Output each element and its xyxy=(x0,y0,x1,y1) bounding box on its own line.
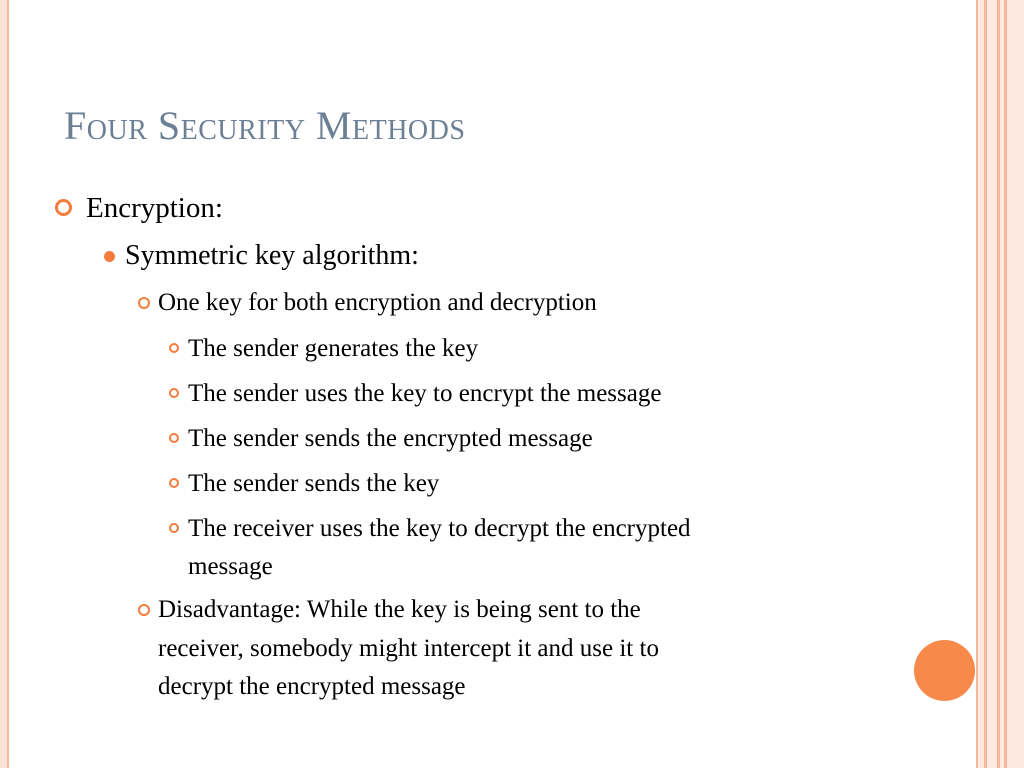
ring-bullet-icon xyxy=(55,199,72,216)
ring-bullet-icon xyxy=(169,343,179,353)
bullet-disadvantage-line3: decrypt the encrypted message xyxy=(158,673,466,700)
bullet-one-key: One key for both encryption and decryption xyxy=(158,289,597,316)
ring-bullet-icon xyxy=(169,523,179,533)
step-sends-key: The sender sends the key xyxy=(188,470,440,497)
decorative-circle xyxy=(914,640,975,701)
bullet-encryption: Encryption: xyxy=(86,192,223,224)
ring-bullet-icon xyxy=(169,433,179,443)
bullet-symmetric-key: Symmetric key algorithm: xyxy=(125,240,419,271)
step-encrypts-message: The sender uses the key to encrypt the message xyxy=(188,380,662,407)
step-receiver-decrypts: The receiver uses the key to decrypt the encrypted xyxy=(188,515,691,542)
ring-bullet-icon xyxy=(138,297,150,309)
ring-bullet-icon xyxy=(138,604,150,616)
right-frame-stripes xyxy=(976,0,1024,768)
bullet-disadvantage-line2: receiver, somebody might intercept it and use it to xyxy=(158,635,659,662)
step-generates-key: The sender generates the key xyxy=(188,335,479,362)
slide-title: Four Security Methods xyxy=(64,103,466,148)
step-receiver-decrypts-cont: message xyxy=(188,553,273,580)
step-sends-message: The sender sends the encrypted message xyxy=(188,425,593,452)
dot-bullet-icon xyxy=(104,251,115,262)
bullet-disadvantage: Disadvantage: While the key is being sent to the xyxy=(158,596,641,623)
left-frame-border xyxy=(0,0,9,768)
ring-bullet-icon xyxy=(169,388,179,398)
ring-bullet-icon xyxy=(169,478,179,488)
